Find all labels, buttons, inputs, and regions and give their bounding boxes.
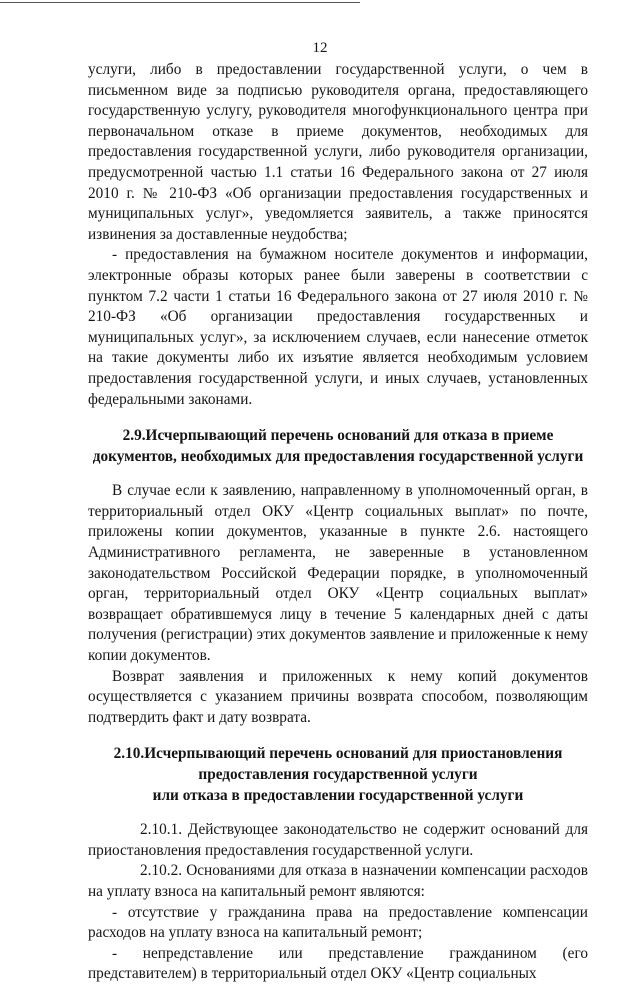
document-body [88, 60, 588, 985]
header-rule [0, 2, 360, 3]
paragraph: Возврат заявления и приложенных к нему копий документов осуществляется с указанием причины возврата способом, позволяющим подтвердить факт и дату возврата. [88, 667, 588, 726]
section-heading-line: 2.10.Исчерпывающий перечень оснований для приостановления [113, 745, 563, 763]
list-item: - непредставление или представление гражданином (его представителем) в территориальный отдел ОКУ «Центр социальных [88, 944, 588, 983]
section-heading-2-10 [88, 744, 588, 806]
section-heading-line: или отказа в предоставлении государственной услуги [152, 786, 524, 804]
list-item: - отсутствие у гражданина права на предоставление компенсации расходов на уплату взноса на капитальный ремонт; [88, 903, 588, 942]
paragraph: - предоставления на бумажном носителе документов и информации, электронные образы которых ранее были заверены в соответствии с пунктом 7.2 части 1 статьи 16 Федерального закона от 27 июля 2010 г. № 210-ФЗ «Об организации предоставления государственных и муниципальных услуг», за исключением случаев, если нанесение отметок на такие документы либо их изъятие является необходимым условием предоставления государственной услуги, и иных случаев, установленных федеральными законами. [88, 246, 588, 408]
paragraph: услуги, либо в предоставлении государственной услуги, о чем в письменном виде за подписью руководителя органа, предоставляющего государственную услугу, руководителя многофункционального центра при первоначальном отказе в приеме документов, необходимых для предоставления государственной услуги, либо руководителя организации, предусмотренной частью 1.1 статьи 16 Федерального закона от 27 июля 2010 г. № 210-ФЗ «Об организации предоставления государственных и муниципальных услуг», уведомляется заявитель, а также приносятся извинения за доставленные неудобства; [88, 61, 588, 243]
section-heading-2-9: 2.9.Исчерпывающий перечень оснований для отказа в приеме документов, необходимых для предоставления государственной услуги [92, 427, 584, 465]
paragraph: В случае если к заявлению, направленному в уполномоченный орган, в территориальный отдел ОКУ «Центр социальных выплат» по почте, приложены копии документов, указанные в пункте 2.6. настоящего Административного регламента, не заверенные в установленном законодательством Российской Федерации порядке, в уполномоченный орган, территориальный отдел ОКУ «Центр социальных выплат» возвращает обратившемуся лицу в течение 5 календарных дней с даты получения (регистрации) этих документов заявление и приложенные к нему копии документов. [88, 482, 588, 665]
section-heading-line: предоставления государственной услуги [198, 766, 478, 783]
paragraph: 2.10.1. Действующее законодательство не содержит оснований для приостановления предоставления государственной услуги. [88, 821, 588, 859]
page-number: 12 [312, 40, 328, 56]
paragraph: 2.10.2. Основаниями для отказа в назначении компенсации расходов на уплату взноса на капитальный ремонт являются: [88, 862, 588, 900]
